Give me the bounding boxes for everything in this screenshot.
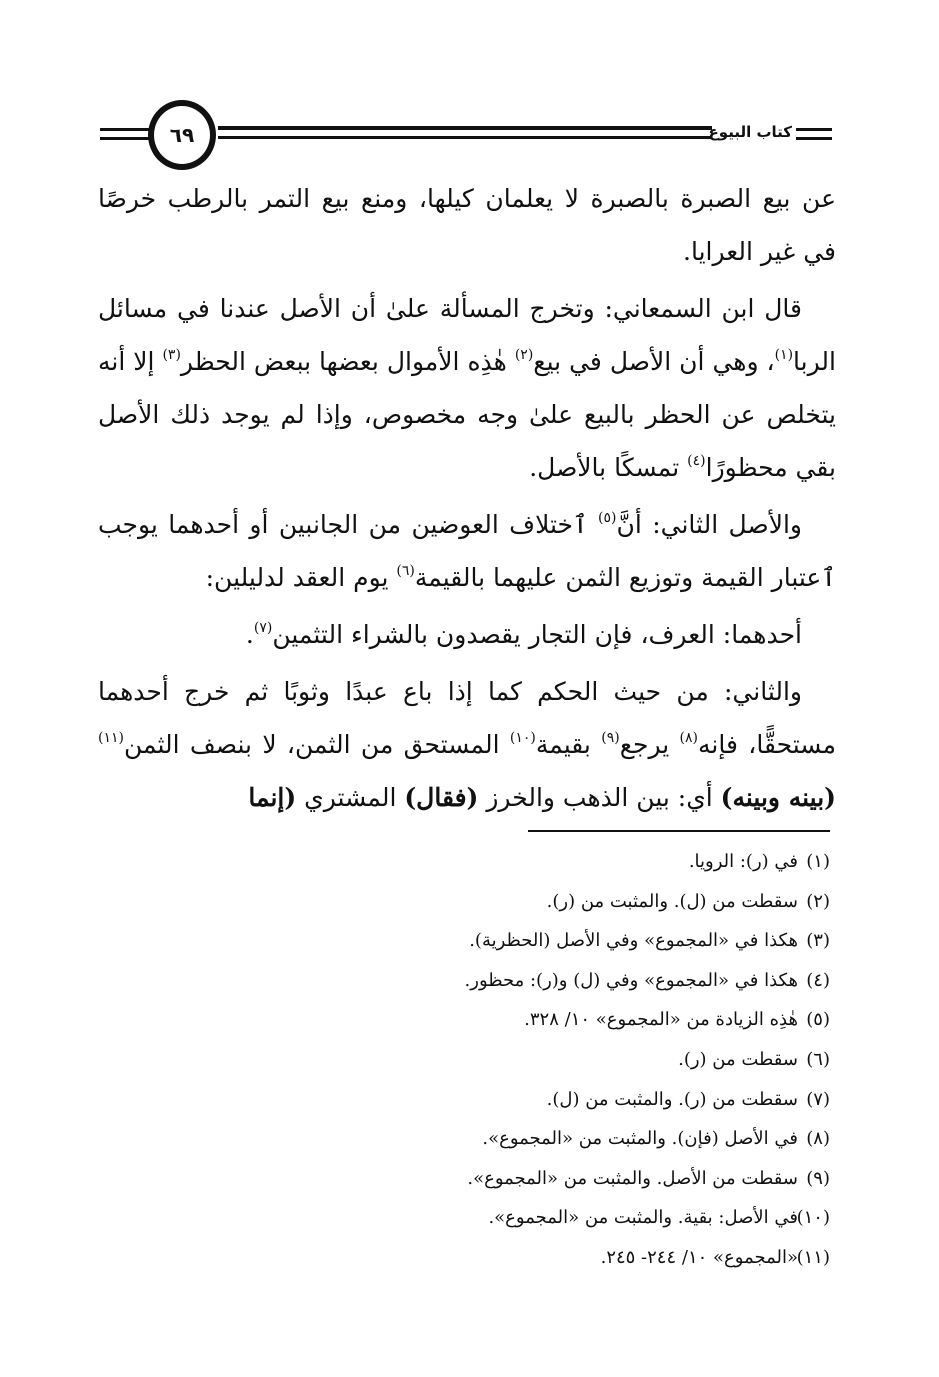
page-header [100,96,832,182]
footnote-number: (٦) [806,1048,830,1070]
matn-text: (فقال) [404,783,479,812]
footnote-text: في الأصل (فإن). والمثبت من «المجموع». [482,1128,798,1150]
footnote [300,1159,830,1199]
paragraph [98,282,836,494]
text-run: بقيمة [535,730,602,759]
footnote-text: هكذا في «المجموع» وفي (ل) و(ر): محظور. [464,969,798,991]
footnote-ref: (٨) [679,730,699,746]
text-run: عن بيع الصبرة بالصبرة لا يعلمان كيلها، ومنع بيع التمر بالرطب خرصًا في غير العرايا. [98,184,836,266]
footnote-ref: (١) [774,347,794,363]
footnote-text: في الأصل: بقية. والمثبت من «المجموع». [488,1207,798,1229]
footnote-ref: (٧) [253,620,273,636]
footnote-number: (١٠) [796,1207,830,1229]
footnote [300,921,830,961]
footnote-ref: (١١) [98,730,124,746]
footnote-ref: (٤) [687,453,706,469]
footnote [300,1000,830,1040]
text-run: أحدهما: العرف، فإن التجار يقصدون بالشراء التثمين [272,620,802,649]
page-number [148,100,216,170]
text-run: قال ابن السمعاني: وتخرج المسألة علىٰ أن الأصل عندنا في مسائل الربا [98,294,836,376]
footnote-number: (٨) [806,1128,830,1150]
matn-text: (إنما [248,783,297,812]
text-run: . [245,620,254,649]
footnote-number: (٣) [806,930,830,952]
footnote-number: (١) [806,851,830,872]
text-run: أي: بين الذهب والخرز [478,783,721,812]
footnote-text: سقطت من (ر). والمثبت من (ل). [546,1088,798,1110]
text-run: المشتري [296,783,405,812]
paragraph [98,608,836,661]
text-run: والثاني: من حيث الحكم كما إذا باع عبدًا وثوبًا ثم خرج أحدهما مستحقًّا، فإنه [98,677,836,759]
footnote-number: (٧) [806,1088,830,1110]
text-run: المستحق من الثمن، لا بنصف الثمن [123,730,510,759]
footnote [300,1198,830,1238]
header-rule [100,128,150,131]
text-run: يوم العقد لدليلين: [205,563,397,592]
text-run: إلا أنه يتخلص عن الحظر بالبيع علىٰ وجه مخصوص، وإذا لم يوجد ذلك الأصل بقي محظورًا [98,347,836,482]
header-rule [218,126,712,130]
footnote-ref: (٦) [396,563,415,579]
footnote-text: «المجموع» ١٠/ ٢٤٤- ٢٤٥. [600,1246,798,1268]
footnote-text: سقطت من الأصل. والمثبت من «المجموع». [467,1167,798,1189]
footnote-text: في (ر): الرويا. [688,851,798,872]
footnote [300,1238,830,1278]
header-rule [796,137,832,140]
footnote-text: سقطت من (ر). [678,1048,798,1070]
running-title: كتاب البيوع [708,123,792,141]
footnote [300,961,830,1001]
text-run: ، وهي أن الأصل في بيع [533,347,775,376]
footnote-text: هٰذِه الزيادة من «المجموع» ١٠/ ٣٢٨. [524,1009,798,1031]
footnote-separator [528,830,830,832]
footnote-ref: (٩) [601,730,620,746]
text-run: ٱختلاف العوضين من الجانبين أو أحدهما يوجب ٱعتبار القيمة وتوزيع الثمن عليهما بالقيمة [98,510,836,592]
footnotes [300,842,830,1278]
header-rule [218,136,712,139]
paragraph [98,665,836,824]
text-run: تمسكًا بالأصل. [529,453,688,482]
footnote-number: (٥) [806,1009,830,1031]
main-text [98,172,836,828]
text-run: والأصل الثاني: أنَّ [616,510,802,539]
footnote [300,1080,830,1120]
footnote-number: (٩) [806,1167,830,1189]
footnote-text: سقطت من (ل). والمثبت من (ر). [546,890,798,912]
footnote-ref: (٥) [598,510,617,526]
footnote-ref: (١٠) [509,730,536,746]
footnote [300,842,830,882]
page-number-text: ٦٩ [169,123,195,147]
footnote-text: هكذا في «المجموع» وفي الأصل (الحظرية). [469,930,798,952]
header-rule [796,128,832,131]
footnote-ref: (٢) [514,347,534,363]
matn-text: (بينه وبينه) [720,783,836,812]
text-run: هٰذِه الأموال بعضها ببعض الحظر [180,347,515,376]
footnote [300,882,830,922]
text-run: يرجع [619,730,680,759]
footnote-number: (٤) [806,969,830,991]
footnote [300,1040,830,1080]
header-rule [100,137,150,140]
paragraph [98,172,836,278]
footnote [300,1119,830,1159]
paragraph [98,498,836,604]
footnote-number: (١١) [796,1246,830,1268]
footnote-ref: (٣) [162,347,181,363]
footnote-number: (٢) [806,890,830,912]
